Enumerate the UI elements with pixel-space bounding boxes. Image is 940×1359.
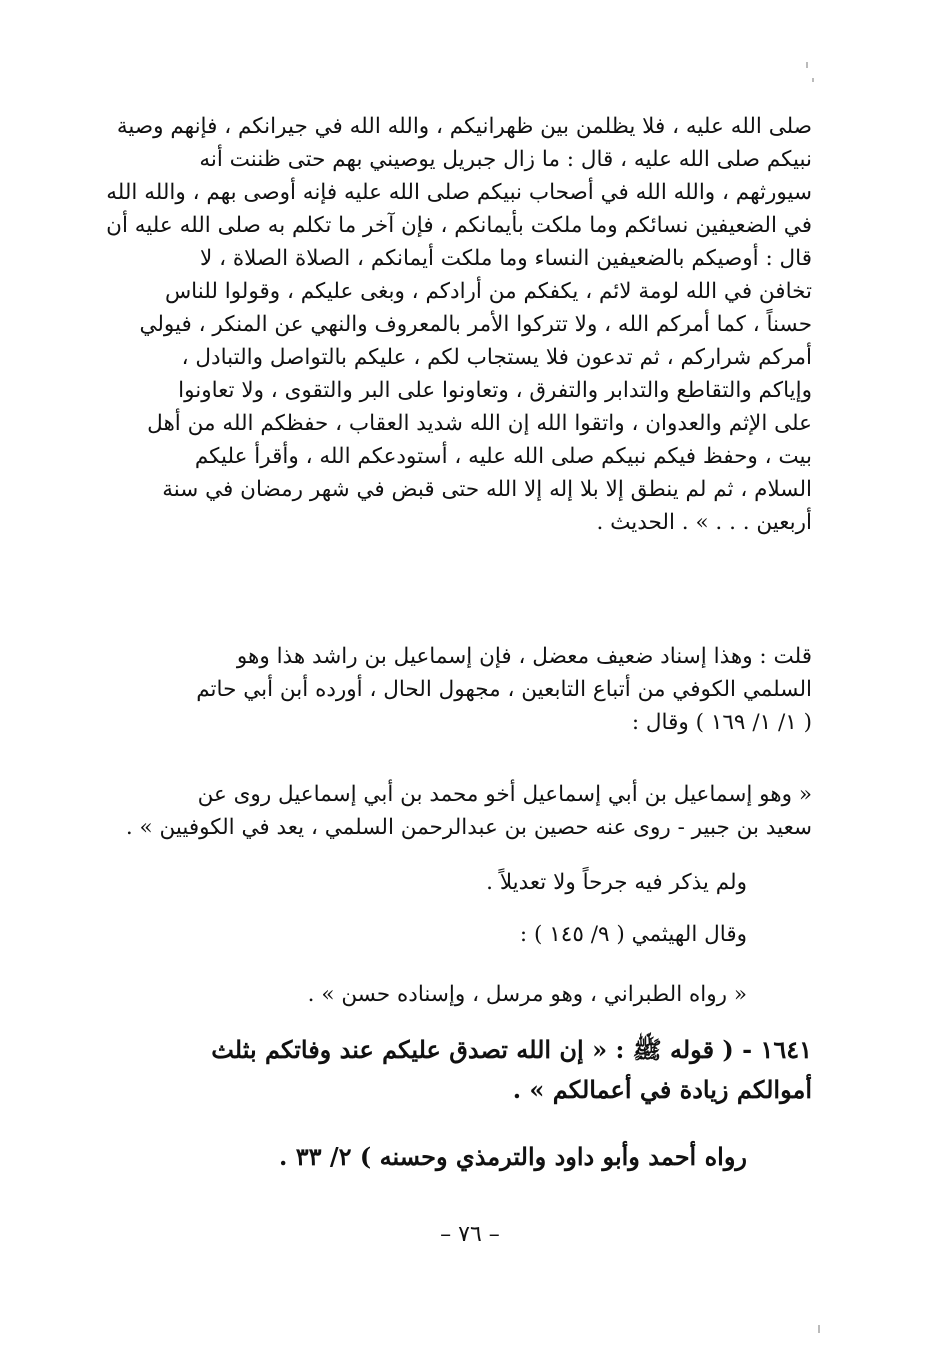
page-number: – ٧٦ – bbox=[440, 1222, 500, 1247]
text-line: في الضعيفين نسائكم وما ملكت بأيمانكم ، فإن آخر ما تكلم به صلى الله عليه أن bbox=[106, 213, 812, 238]
text-line: بيت ، وحفظ فيكم نبيكم صلى الله عليه ، أستودعكم الله ، وأقرأ عليكم bbox=[194, 444, 812, 469]
text-line: سعيد بن جبير - روى عنه حصين بن عبدالرحمن السلمي ، يعد في الكوفيين » . bbox=[125, 815, 812, 840]
text-line: السلام ، ثم لم ينطق إلا بلا إله إلا الله حتى قبض في شهر رمضان في سنة bbox=[162, 477, 812, 502]
text-line: حسناً ، كما أمركم الله ، ولا تتركوا الأمر بالمعروف والنهي عن المنكر ، فيولي bbox=[139, 312, 812, 337]
text-line: ( ١/ ١/ ١٦٩ ) وقال : bbox=[631, 710, 812, 735]
haythami-intro: وقال الهيثمي ( ٩/ ١٤٥ ) : bbox=[519, 922, 747, 947]
text-line: السلمي الكوفي من أتباع التابعين ، مجهول الحال ، أورده أبن أبي حاتم bbox=[196, 677, 812, 702]
scan-speck bbox=[812, 78, 814, 82]
text-line: تخافن في الله لومة لائم ، يكفكم من أرادكم ، وبغى عليكم ، وقولوا للناس bbox=[164, 279, 812, 304]
text-line: قال : أوصيكم بالضعيفين النساء وما ملكت أيمانكم ، الصلاة الصلاة ، لا bbox=[200, 246, 812, 271]
commentary-paragraph bbox=[122, 640, 812, 739]
text-line: ١٦٤١ - ( قوله ﷺ : « إن الله تصدق عليكم عند وفاتكم بثلث bbox=[211, 1035, 812, 1064]
text-line: نبيكم صلى الله عليه ، قال : ما زال جبريل يوصيني بهم حتى ظننت أنه bbox=[199, 147, 812, 172]
no-jarh-line: ولم يذكر فيه جرحاً ولا تعديلاً . bbox=[486, 870, 747, 895]
text-line: سيورثهم ، والله الله في أصحاب نبيكم صلى الله عليه فإنه أوصى بهم ، والله الله bbox=[106, 180, 812, 205]
text-line: وإياكم والتقاطع والتدابر والتفرق ، وتعاونوا على البر والتقوى ، ولا تعاونوا bbox=[178, 378, 812, 403]
text-line: صلى الله عليه ، فلا يظلمن بين ظهرانيكم ، والله الله في جيرانكم ، فإنهم وصية bbox=[116, 114, 812, 139]
text-line: على الإثم والعدوان ، واتقوا الله إن الله شديد العقاب ، حفظكم الله من أهل bbox=[147, 411, 812, 436]
ibn-abi-hatim-quote bbox=[122, 778, 812, 844]
text-line: أموالكم زيادة في أعمالكم » . bbox=[512, 1075, 812, 1104]
haythami-quote: « رواه الطبراني ، وهو مرسل ، وإسناده حسن » . bbox=[307, 982, 747, 1007]
text-line: « وهو إسماعيل بن أبي إسماعيل أخو محمد بن أبي إسماعيل روى عن bbox=[197, 782, 812, 807]
hadith-1641-heading bbox=[122, 1030, 812, 1110]
riwaya-line: رواه أحمد وأبو داود والترمذي وحسنه ) ٢/ ٣٣ . bbox=[279, 1142, 747, 1171]
main-hadith-text bbox=[106, 110, 812, 539]
text-line: أربعين . . . » . الحديث . bbox=[596, 510, 812, 535]
text-line: قلت : وهذا إسناد ضعيف معضل ، فإن إسماعيل بن راشد هذا وهو bbox=[236, 644, 812, 669]
scan-speck bbox=[806, 62, 808, 68]
text-line: أمركم شراركم ، ثم تدعون فلا يستجاب لكم ، عليكم بالتواصل والتبادل ، bbox=[181, 345, 812, 370]
scan-speck bbox=[818, 1325, 820, 1333]
